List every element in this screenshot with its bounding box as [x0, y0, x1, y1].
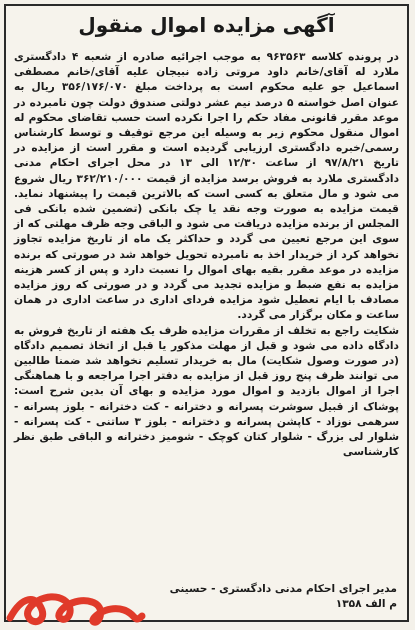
notice-frame: [4, 4, 409, 622]
red-scribble-mark: [2, 566, 152, 630]
notice-footer: [170, 582, 397, 612]
reference-number: م الف ۱۳۵۸: [335, 598, 397, 610]
signature-line: مدیر اجرای احکام مدنی دادگستری - حسینی: [169, 583, 397, 595]
notice-body: [14, 50, 399, 460]
notice-title: آگهی مزایده اموال منقول: [78, 13, 335, 37]
notice-paragraph-2: شکایت راجع به تخلف از مقررات مزایده ظرف یک هفته از تاریخ فروش به دادگاه داده می شود و قبل از مهلت مذکور یا قبل از اتخاذ تصمیم دادگاه (در صورت وصول شکایت) مال به خریدار تسلیم نخواهد شد ضمنا طالبین می توانند ظرف پنج روز قبل از مزایده به دفتر اجرا مراجعه و با هماهنگی اجرا از اموال بازدید و اموال مورد مزایده و بهای آن بدین شرح است: پوشاک از قبیل سوشرت پسرانه و دخترانه - کت دخترانه - بلوز پسرانه - سرهمی نوزاد - کاپشن پسرانه و دخترانه - بلوز ۳ ساتنی - کت پسرانه - شلوار لی بزرگ - شلوار کتان کوچک - شومیز دخترانه و الباقی طبق نظر کارشناسی: [14, 324, 399, 459]
notice-paragraph-1: در پرونده کلاسه ۹۶۳۵۶۳ به موجب اجرائیه صادره از شعبه ۴ دادگستری ملارد له آقای/خانم داود مروتی زاده نبیجان علیه آقای/خانم مصطفی اسماعیل جو علیه محکوم است به پرداخت مبلغ ۳۵۶/۱۷۶/۰۷۰ ریال به عنوان اصل خواسته ۵ درصد نیم عشر دولتی صندوق دولت چون نامبرده در موعد مقرر قانونی مفاد حکم را اجرا نکرده است حسب تقاضای محکوم له اموال منقول محکوم زیر به وسیله این مرجع توقیف و توسط کارشناس رسمی/خبره دادگستری ارزیابی گردیده است و مقرر است از مزایده در تاریخ ۹۷/۸/۲۱ از ساعت ۱۲/۳۰ الی ۱۳ در محل اجرای احکام مدنی دادگستری ملارد به فروش برسد مزایده از قیمت ۳۶۲/۲۱۰/۰۰۰ ریال شروع می شود و مال متعلق به کسی است که بالاترین قیمت را پیشنهاد نماید. قیمت مزایده به صورت وجه نقد یا چک بانکی (تضمین شده بانکی فی المجلس از برنده مزایده دریافت می شود و الباقی وجه ظرف مهلتی که از سوی این مرجع تعیین می گردد و حداکثر یک ماه از تاریخ مزایده تجاوز نخواهد کرد از خریدار اخذ به نامبرده تحویل خواهد شد در صورتی که برنده مزایده در موعد مقرر بقیه بهای اموال را نسبت دارد و پس از کسر هزینه مزایده به نفع ضبط و مزایده تجدید می گردد و در صورتی که روز مزایده مصادف با ایام تعطیل شود مزایده فردای اداری در ساعت اداری در همان ساعت و مکان برگزار می گردد.: [14, 51, 400, 322]
